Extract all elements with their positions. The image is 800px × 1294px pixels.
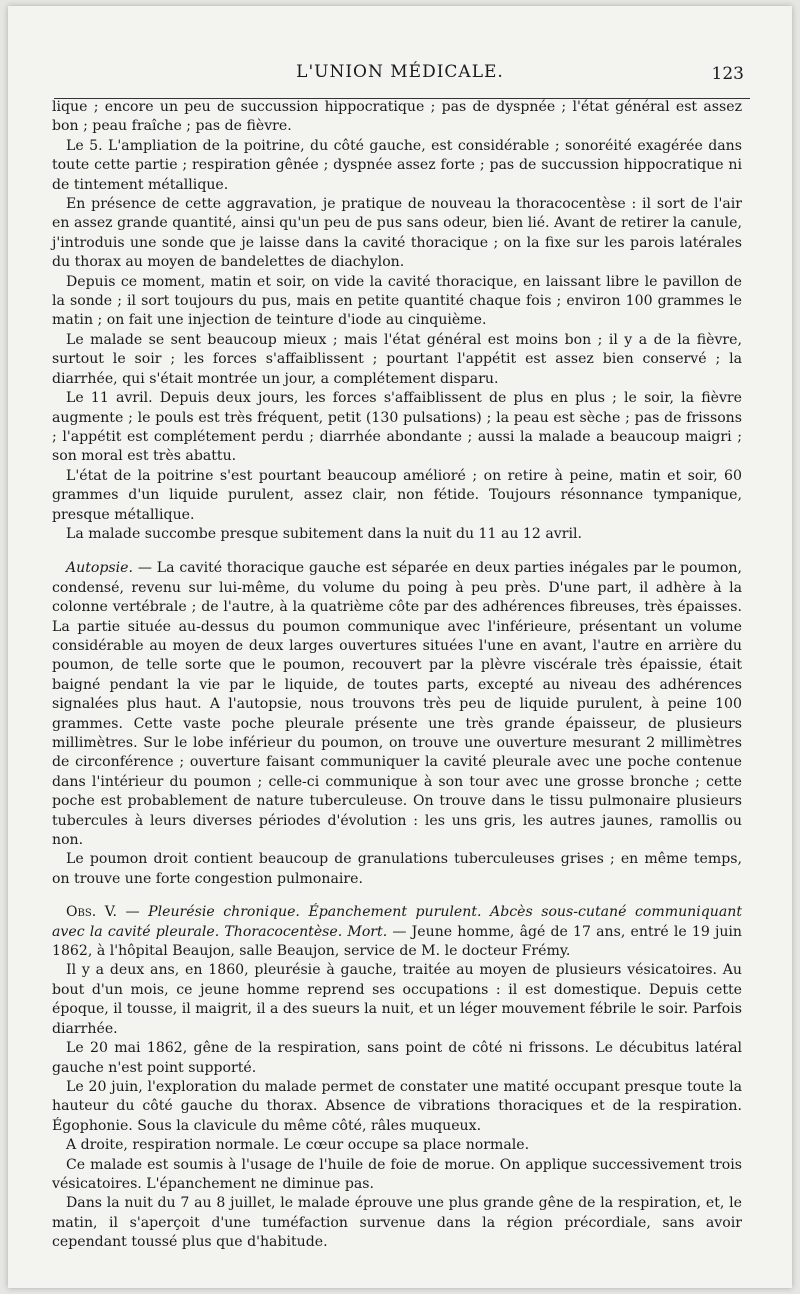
paragraph: Le 20 juin, l'exploration du malade permet de constater une matité occupant presque toute la hauteur du côté gauche du thorax. Absence de vibrations thoraciques et de la respiration. Égophonie. Sous la clavicule du même côté, râles muqueux.	[52, 1078, 742, 1134]
paragraph: Le malade se sent beaucoup mieux ; mais l'état général est moins bon ; il y a de la fièvre, surtout le soir ; les forces s'affaiblissent ; pourtant l'appétit est assez bien conservé ; la diarrhée, qui s'était montrée un jour, a complétement disparu.	[52, 331, 742, 387]
page-number: 123	[711, 64, 744, 84]
paragraph: En présence de cette aggravation, je pratique de nouveau la thoracocentèse : il sort de l'air en assez grande quantité, ainsi qu'un peu de pus sans odeur, bien lié. Avant de retirer la canule, j'introduis une sonde que je laisse dans la cavité thoracique ; on la fixe sur les parois latérales du thorax au moyen de bandelettes de diachylon.	[52, 196, 742, 271]
autopsie-paragraph	[52, 559, 742, 850]
paragraph: La malade succombe presque subitement dans la nuit du 11 au 12 avril.	[66, 525, 582, 542]
page-header	[50, 56, 750, 92]
obs-text: — Jeune homme, âgé de 17 ans, entré le 19 juin 1862, à l'hôpital Beaujon, salle Beaujon, service de M. le docteur Frémy.	[52, 923, 742, 960]
paragraph: L'état de la poitrine s'est pourtant beaucoup amélioré ; on retire à peine, matin et soir, 60 grammes d'un liquide purulent, assez clair, non fétide. Toujours résonnance tympanique, presque métallique.	[52, 467, 742, 523]
paragraph: Il y a deux ans, en 1860, pleurésie à gauche, traitée au moyen de plusieurs vésicatoires. Au bout d'un mois, ce jeune homme reprend ses occupations : il est domestique. Depuis cette époque, il tousse, il maigrit, il a des sueurs la nuit, et un léger mouvement fébrile le soir. Parfois diarrhée.	[52, 962, 742, 1037]
article-body	[52, 98, 742, 1253]
paragraph: Le 11 avril. Depuis deux jours, les forces s'affaiblissent de plus en plus ; le soir, la fièvre augmente ; le pouls est très fréquent, petit (130 pulsations) ; la peau est sèche ; pas de frissons ; l'appétit est complétement perdu ; diarrhée abondante ; aussi la malade a beaucoup maigri ; son moral est très abattu.	[52, 390, 742, 465]
paragraph: Le 5. L'ampliation de la poitrine, du côté gauche, est considérable ; sonoréité exagérée dans toute cette partie ; respiration gênée ; dyspnée assez forte ; pas de succussion hippocratique ni de tintement métallique.	[52, 137, 742, 193]
obs-title: Pleurésie chronique. Épanchement purulent. Abcès sous-cutané communiquant avec la cavité pleurale. Thoracocentèse. Mort.	[52, 904, 742, 940]
paragraph: Depuis ce moment, matin et soir, on vide la cavité thoracique, en laissant libre le pavillon de la sonde ; il sort toujours du pus, mais en petite quantité chaque fois ; environ 100 grammes le matin ; on fait une injection de teinture d'iode au cinquième.	[52, 273, 742, 329]
paragraph: lique ; encore un peu de succussion hippocratique ; pas de dyspnée ; l'état général est assez bon ; peau fraîche ; pas de fièvre.	[52, 99, 742, 135]
paragraph: Le 20 mai 1862, gêne de la respiration, sans point de côté ni frissons. Le décubitus latéral gauche n'est point supporté.	[52, 1040, 742, 1076]
paragraph: A droite, respiration normale. Le cœur occupe sa place normale.	[66, 1137, 530, 1154]
observation-heading	[52, 903, 742, 961]
running-title: L'UNION MÉDICALE.	[296, 62, 504, 82]
autopsie-label: Autopsie.	[66, 560, 133, 577]
autopsie-text: — La cavité thoracique gauche est séparée en deux parties inégales par le poumon, condensé, revenu sur lui-même, du volume du poing à peu près. D'une part, il adhère à la colonne vertébrale ; de l'autre, à la quatrième côte par des adhérences fibreuses, très épaisses. La partie située au-dessus du poumon communique avec l'inférieure, présentant un volume considérable au moyen de deux larges ouvertures situées l'une en avant, l'autre en arrière du poumon, de telle sorte que le poumon, recouvert par la plèvre viscérale très épaissie, était baigné pendant la vie par le liquide, de toutes parts, excepté au niveau des adhérences signalées plus haut. A l'autopsie, nous trouvons très peu de liquide purulent, à peine 100 grammes. Cette vaste poche pleurale présente une très grande épaisseur, de plusieurs millimètres. Sur le lobe inférieur du poumon, on trouve une ouverture mesurant 2 millimètres de circonférence ; ouverture faisant communiquer la cavité pleurale avec une poche contenue dans l'intérieur du poumon ; celle-ci communique à son tour avec une grosse bronche ; cette poche est probablement de nature tuberculeuse. On trouve dans le tissu pulmonaire plusieurs tubercules à leurs diverses périodes d'évolution : les uns gris, les autres jaunes, ramollis ou non.	[52, 560, 742, 849]
obs-label: Obs. V.	[66, 904, 117, 921]
paragraph: Le poumon droit contient beaucoup de granulations tuberculeuses grises ; en même temps, on trouve une forte congestion pulmonaire.	[52, 851, 742, 887]
obs-dash: —	[116, 904, 149, 921]
paragraph: Dans la nuit du 7 au 8 juillet, le malade éprouve une plus grande gêne de la respiration, et, le matin, il s'aperçoit d'une tuméfaction survenue dans la région précordiale, sans avoir cependant toussé plus que d'habitude.	[52, 1195, 742, 1251]
paragraph: Ce malade est soumis à l'usage de l'huile de foie de morue. On applique successivement trois vésicatoires. L'épanchement ne diminue pas.	[52, 1156, 742, 1192]
